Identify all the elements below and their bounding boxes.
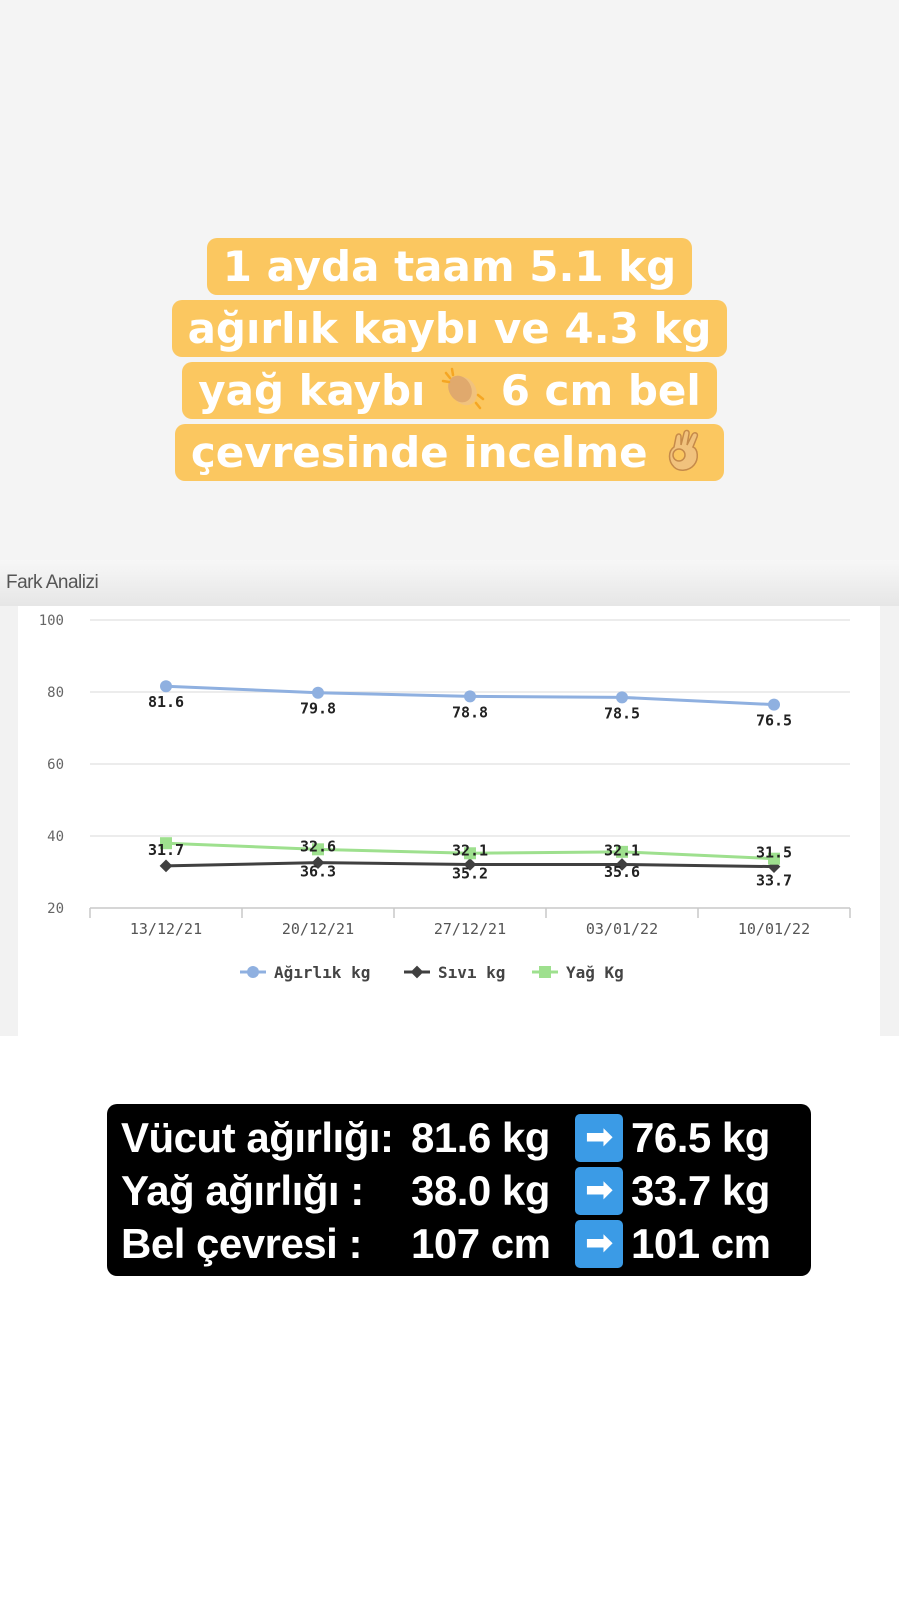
headline-line4-text: çevresinde incelme bbox=[190, 428, 648, 477]
headline-line3 bbox=[182, 362, 717, 419]
x-tick-label: 20/12/21 bbox=[281, 920, 355, 938]
panel-title: Fark Analizi bbox=[6, 572, 99, 593]
legend-marker bbox=[539, 966, 551, 978]
headline-line3a: yağ kaybı bbox=[198, 366, 426, 415]
data-point bbox=[616, 691, 628, 703]
data-label: 78.5 bbox=[603, 704, 641, 723]
data-label: 35.2 bbox=[451, 864, 489, 883]
legend-label: Ağırlık kg bbox=[274, 963, 371, 982]
headline-line1: 1 ayda taam 5.1 kg bbox=[207, 238, 692, 295]
summary-row-waist bbox=[121, 1218, 811, 1272]
x-tick-label: 27/12/21 bbox=[433, 920, 507, 938]
data-label: 76.5 bbox=[755, 711, 793, 730]
y-tick-label: 80 bbox=[47, 685, 64, 701]
data-label: 35.6 bbox=[603, 862, 641, 881]
summary-before: 81.6 kg bbox=[411, 1114, 550, 1161]
arrow-right-icon: ➡ bbox=[575, 1167, 623, 1215]
data-label: 31.5 bbox=[755, 843, 793, 862]
summary-row-fat bbox=[121, 1165, 811, 1219]
summary-label: Yağ ağırlığı : bbox=[121, 1167, 364, 1214]
y-tick-label: 60 bbox=[47, 757, 64, 773]
arrow-right-icon: ➡ bbox=[575, 1220, 623, 1268]
headline-line2: ağırlık kaybı ve 4.3 kg bbox=[172, 300, 728, 357]
line-chart bbox=[18, 606, 880, 1036]
data-label: 32.1 bbox=[603, 841, 641, 860]
data-label: 32.6 bbox=[299, 837, 337, 856]
summary-after: 76.5 kg bbox=[631, 1114, 770, 1161]
summary-label: Vücut ağırlığı: bbox=[121, 1114, 394, 1161]
summary-row-weight bbox=[121, 1112, 811, 1166]
data-point bbox=[160, 680, 172, 692]
data-point bbox=[312, 687, 324, 699]
data-label: 32.1 bbox=[451, 841, 489, 860]
headline-line3b: 6 cm bel bbox=[500, 366, 701, 415]
legend-label: Yağ Kg bbox=[566, 963, 624, 982]
clapping-hands-icon bbox=[440, 365, 486, 411]
summary-box bbox=[107, 1104, 811, 1276]
summary-after: 101 cm bbox=[631, 1220, 771, 1267]
x-tick-label: 13/12/21 bbox=[129, 920, 203, 938]
legend-marker bbox=[411, 966, 424, 979]
data-point bbox=[464, 690, 476, 702]
summary-before: 107 cm bbox=[411, 1220, 551, 1267]
y-tick-label: 20 bbox=[47, 901, 64, 917]
ok-hand-icon bbox=[662, 427, 708, 473]
legend-label: Sıvı kg bbox=[438, 963, 506, 982]
data-label: 78.8 bbox=[451, 703, 489, 722]
legend-marker bbox=[247, 966, 259, 978]
chart-panel bbox=[0, 606, 899, 1036]
data-label: 36.3 bbox=[299, 862, 337, 881]
summary-after: 33.7 kg bbox=[631, 1167, 770, 1214]
y-tick-label: 100 bbox=[38, 613, 64, 629]
data-label: 31.7 bbox=[147, 840, 185, 859]
y-tick-label: 40 bbox=[47, 829, 64, 845]
data-point bbox=[768, 699, 780, 711]
x-tick-label: 03/01/22 bbox=[585, 920, 659, 938]
data-label: 33.7 bbox=[755, 871, 793, 890]
data-point bbox=[160, 860, 173, 873]
panel-header bbox=[0, 560, 899, 606]
headline-line4 bbox=[175, 424, 724, 481]
arrow-right-icon: ➡ bbox=[575, 1114, 623, 1162]
data-label: 79.8 bbox=[299, 699, 337, 718]
summary-label: Bel çevresi : bbox=[121, 1220, 362, 1267]
x-tick-label: 10/01/22 bbox=[737, 920, 811, 938]
summary-before: 38.0 kg bbox=[411, 1167, 550, 1214]
headline bbox=[0, 236, 899, 484]
data-label: 81.6 bbox=[147, 693, 185, 712]
